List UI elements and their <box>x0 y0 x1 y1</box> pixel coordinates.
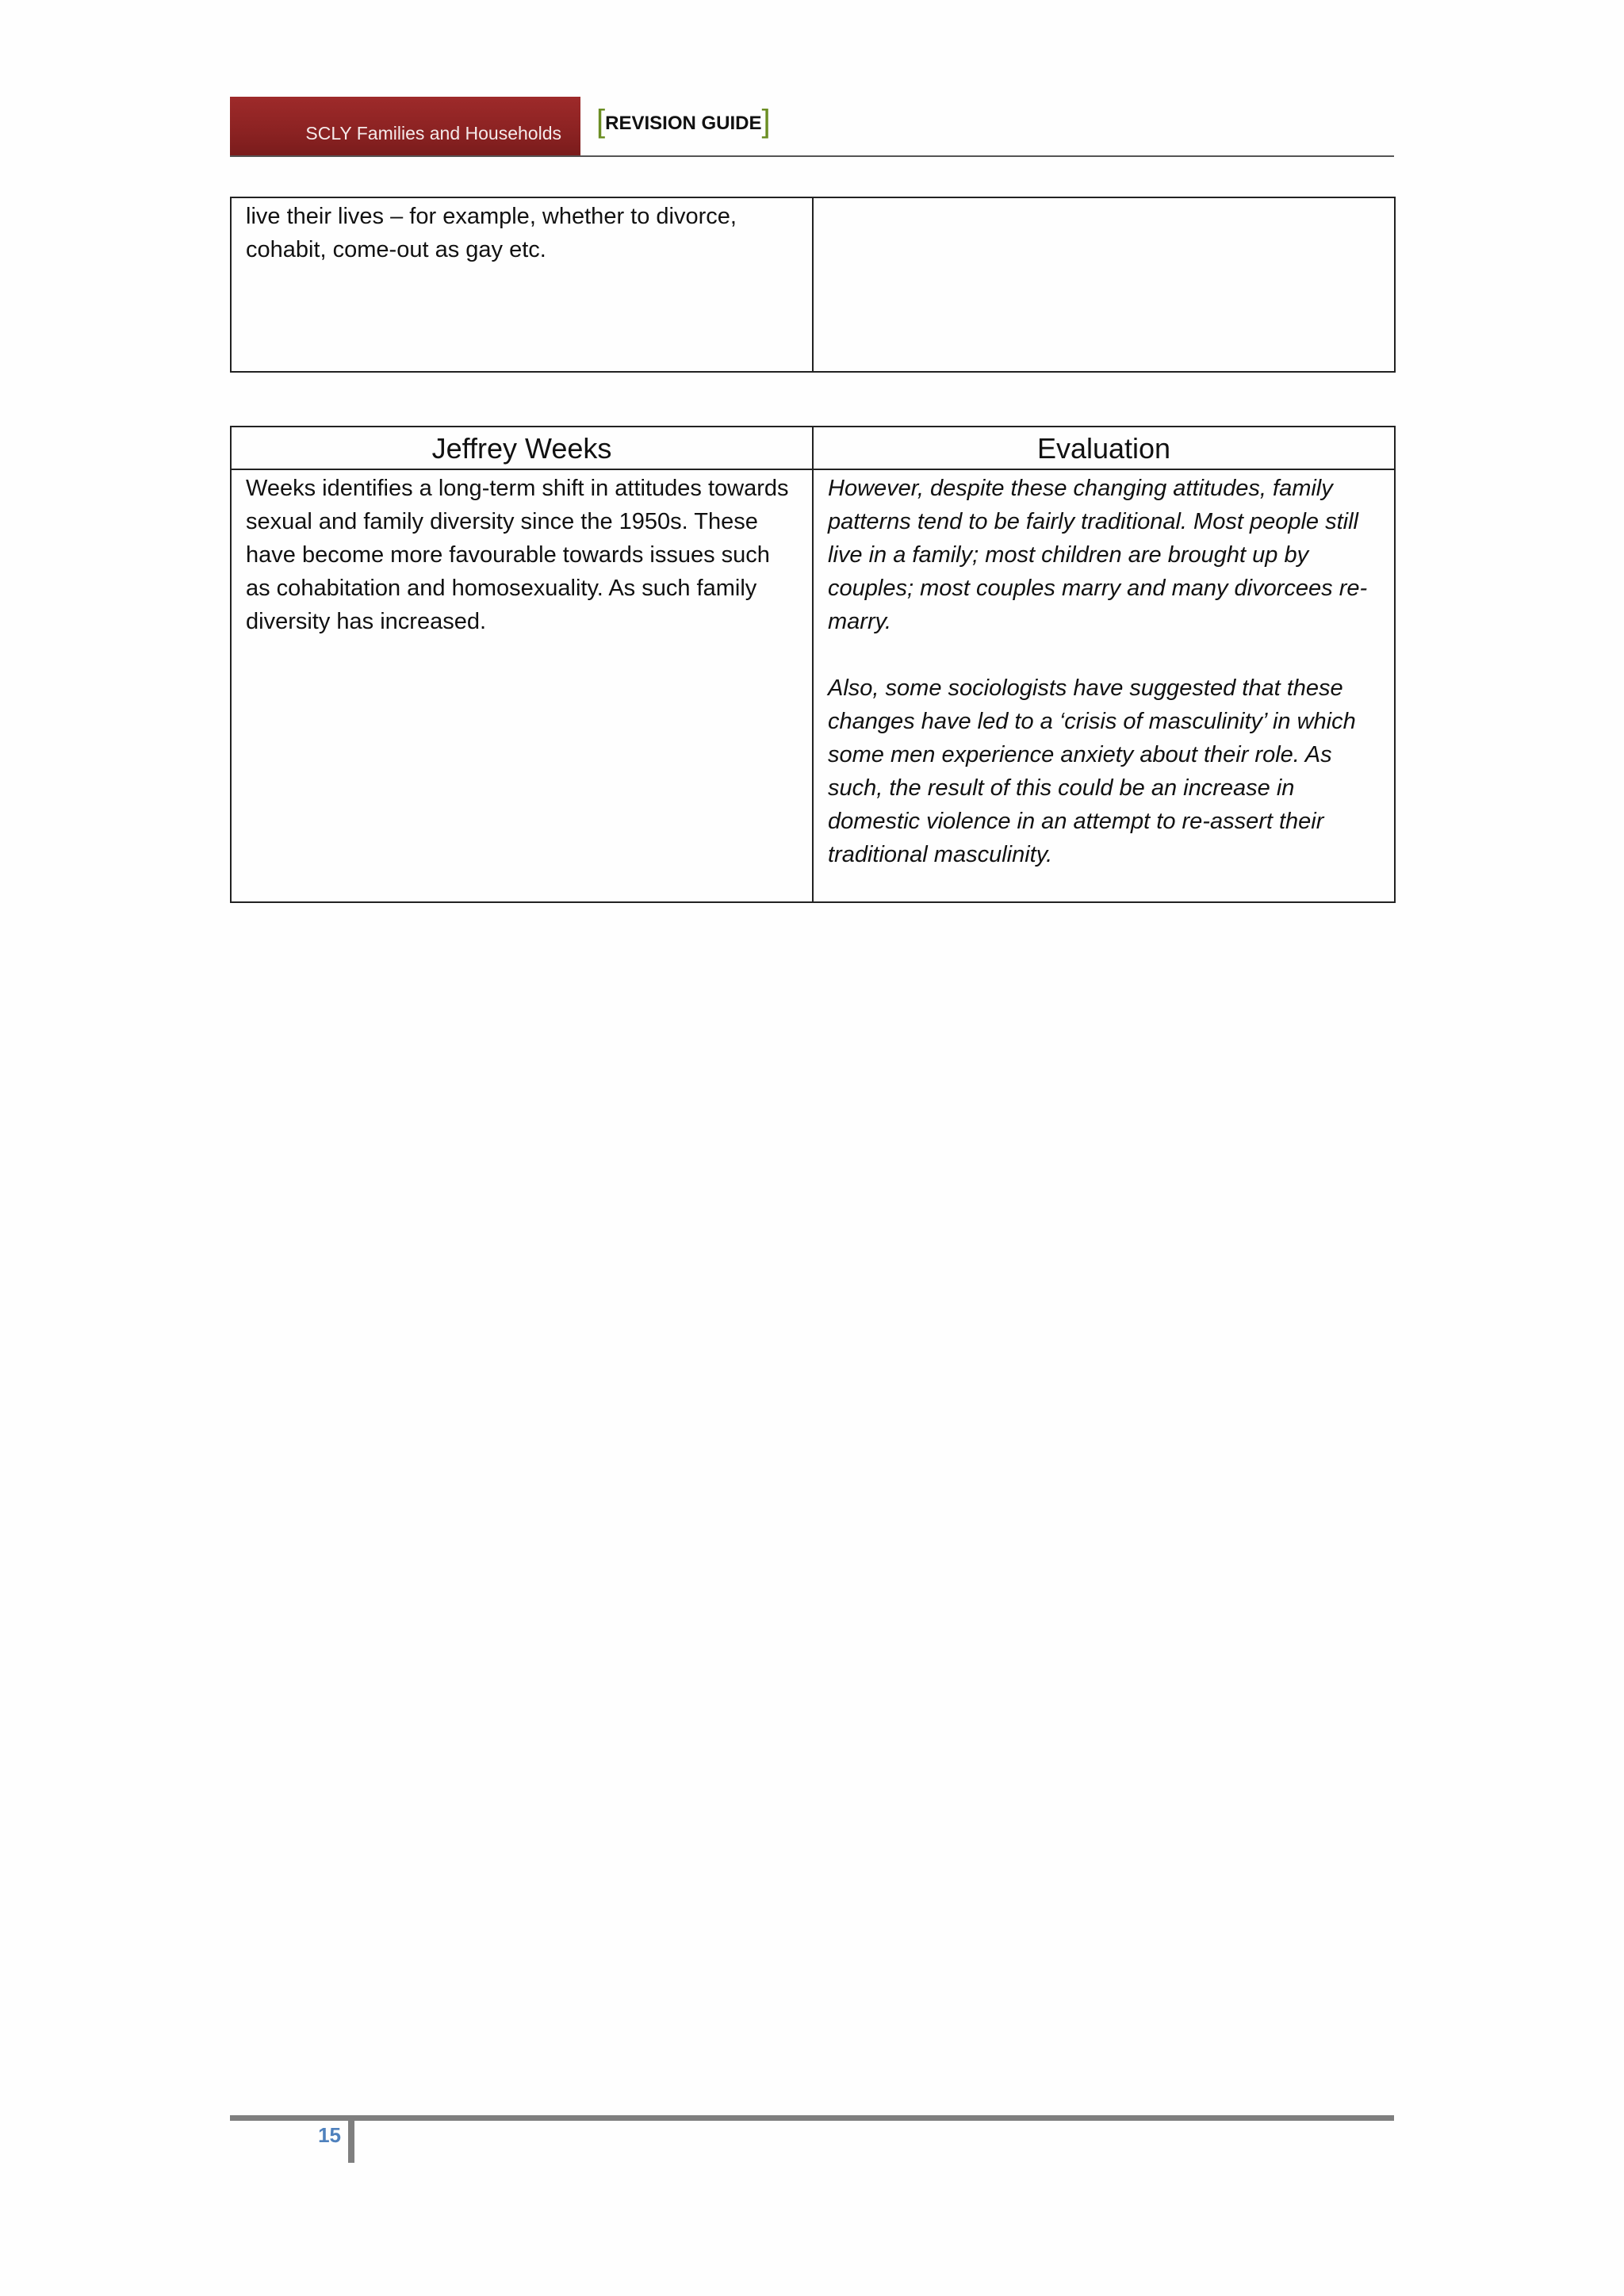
table-row <box>231 469 1395 902</box>
weeks-description-cell: Weeks identifies a long-term shift in attitudes towards sexual and family diversity since the 1950s. These have become more favourable towards issues such as cohabitation and homosexuality. As such family diversity has increased. <box>231 469 813 902</box>
bracket-open: [ <box>596 104 606 139</box>
column-header-weeks: Jeffrey Weeks <box>231 427 813 469</box>
page-header <box>230 97 1394 157</box>
footer-rule <box>230 2115 1394 2121</box>
continued-table <box>230 197 1396 373</box>
table-header-row <box>231 427 1395 469</box>
continued-right-cell <box>813 197 1395 372</box>
continued-left-cell: live their lives – for example, whether to divorce, cohabit, come-out as gay etc. <box>231 197 813 372</box>
header-guide-label: REVISION GUIDE <box>605 113 762 134</box>
table-row <box>231 197 1395 372</box>
evaluation-paragraph: Also, some sociologists have suggested that these changes have led to a ‘crisis of masculinity’ in which some men experience anxiety about their role. As such, the result of this could be an increase in domestic violence in an attempt to re-assert their traditional masculinity. <box>828 675 1356 867</box>
header-tab-label: SCLY Families and Households <box>305 123 561 144</box>
header-rule <box>230 155 1394 157</box>
evaluation-paragraph: However, despite these changing attitudes, family patterns tend to be fairly traditional. Most people still live in a family; most children are brought up by couples; most couples marry and many divorcees re-marry. <box>828 476 1368 634</box>
weeks-table <box>230 426 1396 903</box>
evaluation-cell <box>813 469 1395 902</box>
bracket-close: ] <box>761 104 771 139</box>
footer-divider <box>348 2115 354 2163</box>
header-tab <box>230 97 580 155</box>
column-header-evaluation: Evaluation <box>813 427 1395 469</box>
header-guide <box>596 104 771 140</box>
page-number: 15 <box>318 2123 341 2147</box>
